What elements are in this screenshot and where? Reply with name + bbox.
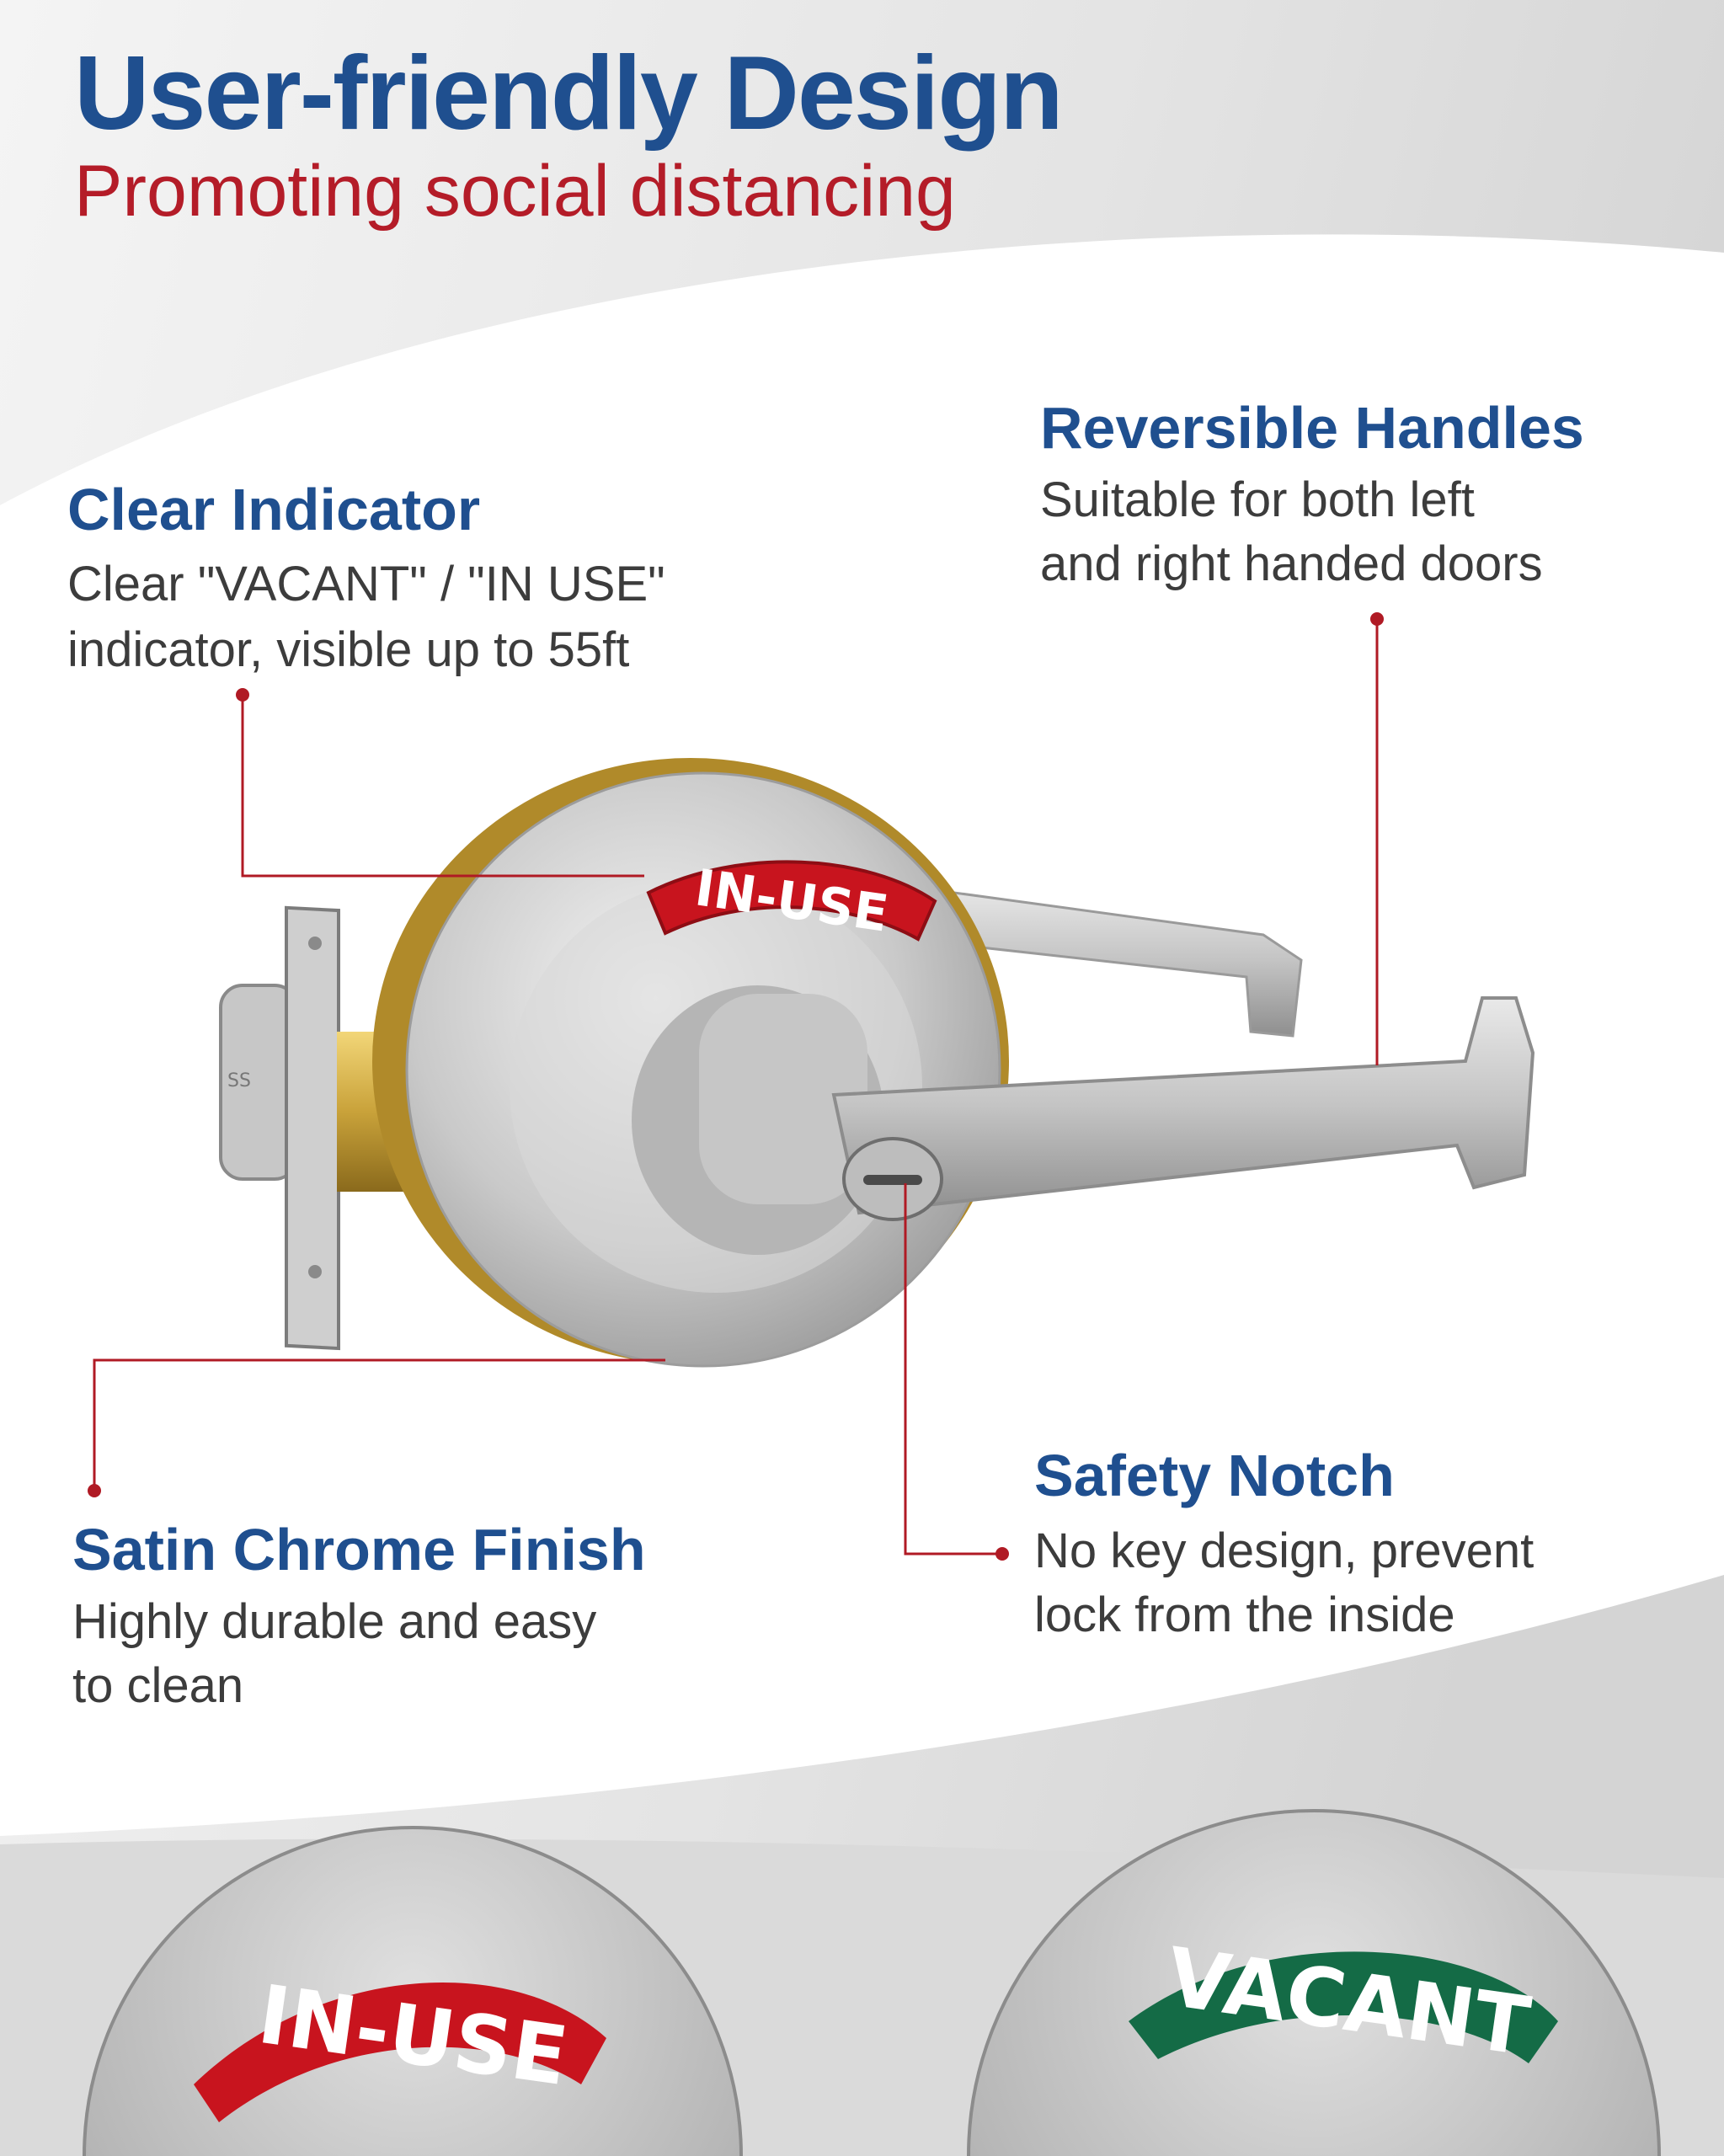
clear-indicator-title: Clear Indicator xyxy=(67,477,481,542)
bottom-dial-vacant-label: VACANT xyxy=(1161,1929,1536,2074)
indicator-text: IN-USE xyxy=(691,858,892,944)
reversible-handles-line-2: and right handed doors xyxy=(1040,536,1543,591)
reversible-handles-line-1: Suitable for both left xyxy=(1040,472,1475,527)
safety-notch xyxy=(844,1139,942,1219)
safety-notch-line-1: No key design, prevent xyxy=(1034,1524,1535,1578)
latch-stamp: SS xyxy=(227,1070,251,1091)
safety-notch-line-2: lock from the inside xyxy=(1034,1588,1455,1642)
reversible-handles-title: Reversible Handles xyxy=(1040,395,1584,461)
page-title: User-friendly Design xyxy=(74,35,1062,152)
satin-chrome-title: Satin Chrome Finish xyxy=(72,1517,646,1582)
page-subtitle: Promoting social distancing xyxy=(74,151,956,232)
clear-indicator-line-1: Clear "VACANT" / "IN USE" xyxy=(67,557,665,611)
satin-chrome-line-2: to clean xyxy=(72,1658,244,1713)
clear-indicator-line-2: indicator, visible up to 55ft xyxy=(67,622,630,677)
bottom-dial-in-use-label: IN-USE xyxy=(253,1967,574,2105)
safety-notch-title: Safety Notch xyxy=(1034,1443,1395,1508)
satin-chrome-line-1: Highly durable and easy xyxy=(72,1594,597,1649)
